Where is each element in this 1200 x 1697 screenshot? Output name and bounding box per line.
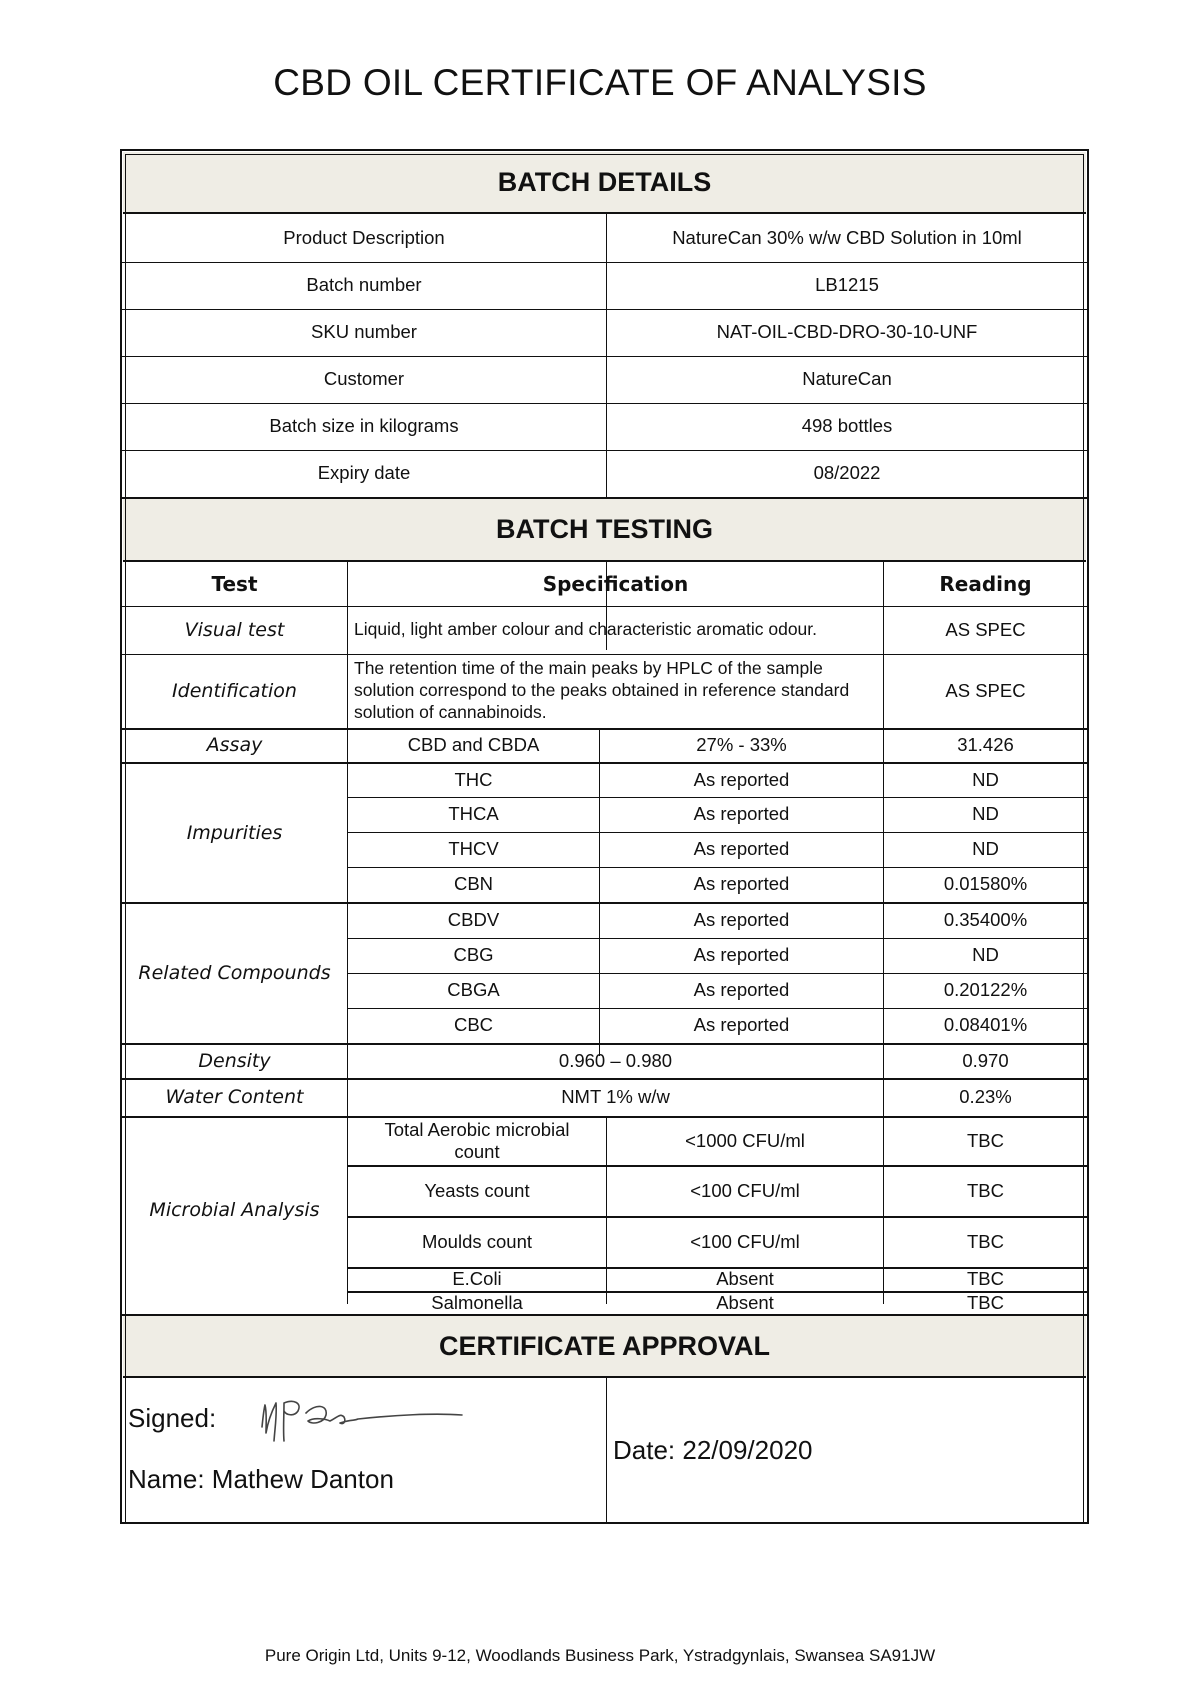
reading-cell: ND xyxy=(972,768,999,790)
spec-cell: As reported xyxy=(693,873,790,895)
certificate-table xyxy=(120,149,1089,1524)
col-header-reading: Reading xyxy=(939,572,1032,596)
spec-assay: 27% - 33% xyxy=(696,734,787,756)
reading-water-content: 0.23% xyxy=(959,1086,1012,1108)
spec-cell: As reported xyxy=(693,768,790,790)
micro-reading: TBC xyxy=(967,1129,1004,1151)
detail-value: NatureCan xyxy=(802,368,892,390)
micro-limit: <100 CFU/ml xyxy=(690,1230,800,1252)
reading-identification: AS SPEC xyxy=(945,679,1026,701)
compound-cell: CBDV xyxy=(447,909,500,931)
spec-cell: As reported xyxy=(693,909,790,931)
certificate-approval-heading: CERTIFICATE APPROVAL xyxy=(123,1316,1086,1378)
micro-item: Salmonella xyxy=(431,1291,523,1313)
test-impurities: Impurities xyxy=(186,821,283,844)
detail-value: NatureCan 30% w/w CBD Solution in 10ml xyxy=(672,226,1022,248)
micro-reading: TBC xyxy=(967,1268,1004,1290)
reading-cell: ND xyxy=(972,838,999,860)
spec-visual: Liquid, light amber colour and characteristic aromatic odour. xyxy=(354,619,818,640)
micro-item: Yeasts count xyxy=(424,1179,530,1201)
micro-limit: Absent xyxy=(716,1291,774,1313)
assay-split-divider xyxy=(599,729,600,762)
micro-reading: TBC xyxy=(967,1230,1004,1252)
signatory-name: Name: Mathew Danton xyxy=(128,1464,394,1495)
micro-item: E.Coli xyxy=(452,1268,502,1290)
micro-limit: <1000 CFU/ml xyxy=(685,1129,805,1151)
spec-cell: As reported xyxy=(693,803,790,825)
detail-value: NAT-OIL-CBD-DRO-30-10-UNF xyxy=(716,321,978,343)
footer-address: Pure Origin Ltd, Units 9-12, Woodlands Business Park, Ystradgynlais, Swansea SA91JW xyxy=(264,1646,936,1665)
signed-label: Signed: xyxy=(128,1403,217,1434)
test-visual: Visual test xyxy=(184,618,285,641)
reading-cell: 0.08401% xyxy=(943,1014,1028,1036)
approval-date: Date: 22/09/2020 xyxy=(613,1435,813,1466)
col-header-test: Test xyxy=(211,572,258,596)
compound-cell: CBC xyxy=(453,1014,494,1036)
spec-cell: As reported xyxy=(693,1014,790,1036)
compound-cell: CBG xyxy=(453,944,494,966)
compound-cell: THCA xyxy=(448,803,499,825)
spec-density: 0.960 – 0.980 xyxy=(558,1049,673,1071)
detail-value: 08/2022 xyxy=(813,462,881,484)
compound-cell: THC xyxy=(454,768,493,790)
spec-cell: As reported xyxy=(693,944,790,966)
spec-water-content: NMT 1% w/w xyxy=(561,1086,670,1108)
spec-cell: As reported xyxy=(693,838,790,860)
reading-assay: 31.426 xyxy=(957,734,1014,756)
document-title: CBD OIL CERTIFICATE OF ANALYSIS xyxy=(273,62,927,103)
batch-testing-heading: BATCH TESTING xyxy=(123,499,1086,562)
compound-cell: CBGA xyxy=(447,979,500,1001)
micro-item: Total Aerobic microbial count xyxy=(384,1118,570,1162)
reading-cell: 0.35400% xyxy=(943,909,1028,931)
compound-cell: THCV xyxy=(448,838,499,860)
detail-label: Customer xyxy=(323,368,405,390)
detail-value: LB1215 xyxy=(815,274,879,296)
signature xyxy=(254,1391,484,1453)
spec-identification: The retention time of the main peaks by HPLC of the sample solution correspond to the peaks obtained in reference standard solution of cannabinoids. xyxy=(354,658,850,722)
micro-limit: <100 CFU/ml xyxy=(690,1179,800,1201)
micro-limit: Absent xyxy=(716,1268,774,1290)
detail-value: 498 bottles xyxy=(801,415,893,437)
reading-cell: 0.20122% xyxy=(943,979,1028,1001)
reading-cell: ND xyxy=(972,944,999,966)
spec-cell: As reported xyxy=(693,979,790,1001)
batch-details-heading: BATCH DETAILS xyxy=(123,152,1086,214)
detail-label: Batch size in kilograms xyxy=(269,415,459,437)
compound-assay: CBD and CBDA xyxy=(407,734,540,756)
test-assay: Assay xyxy=(206,734,263,757)
test-water-content: Water Content xyxy=(165,1086,304,1109)
reading-cell: ND xyxy=(972,803,999,825)
detail-label: Product Description xyxy=(283,226,445,248)
reading-density: 0.970 xyxy=(962,1049,1009,1071)
test-density: Density xyxy=(198,1049,271,1072)
detail-label: Batch number xyxy=(306,274,422,296)
test-related-compounds: Related Compounds xyxy=(138,961,331,984)
reading-visual: AS SPEC xyxy=(945,618,1026,640)
test-identification: Identification xyxy=(172,679,297,702)
compound-cell: CBN xyxy=(453,873,494,895)
detail-label: Expiry date xyxy=(317,462,411,484)
reading-cell: 0.01580% xyxy=(943,873,1028,895)
detail-label: SKU number xyxy=(311,321,417,343)
micro-reading: TBC xyxy=(967,1291,1004,1313)
col-header-specification: Specification xyxy=(542,572,689,596)
test-microbial-analysis: Microbial Analysis xyxy=(149,1199,320,1222)
micro-item: Moulds count xyxy=(421,1230,533,1252)
micro-reading: TBC xyxy=(967,1179,1004,1201)
